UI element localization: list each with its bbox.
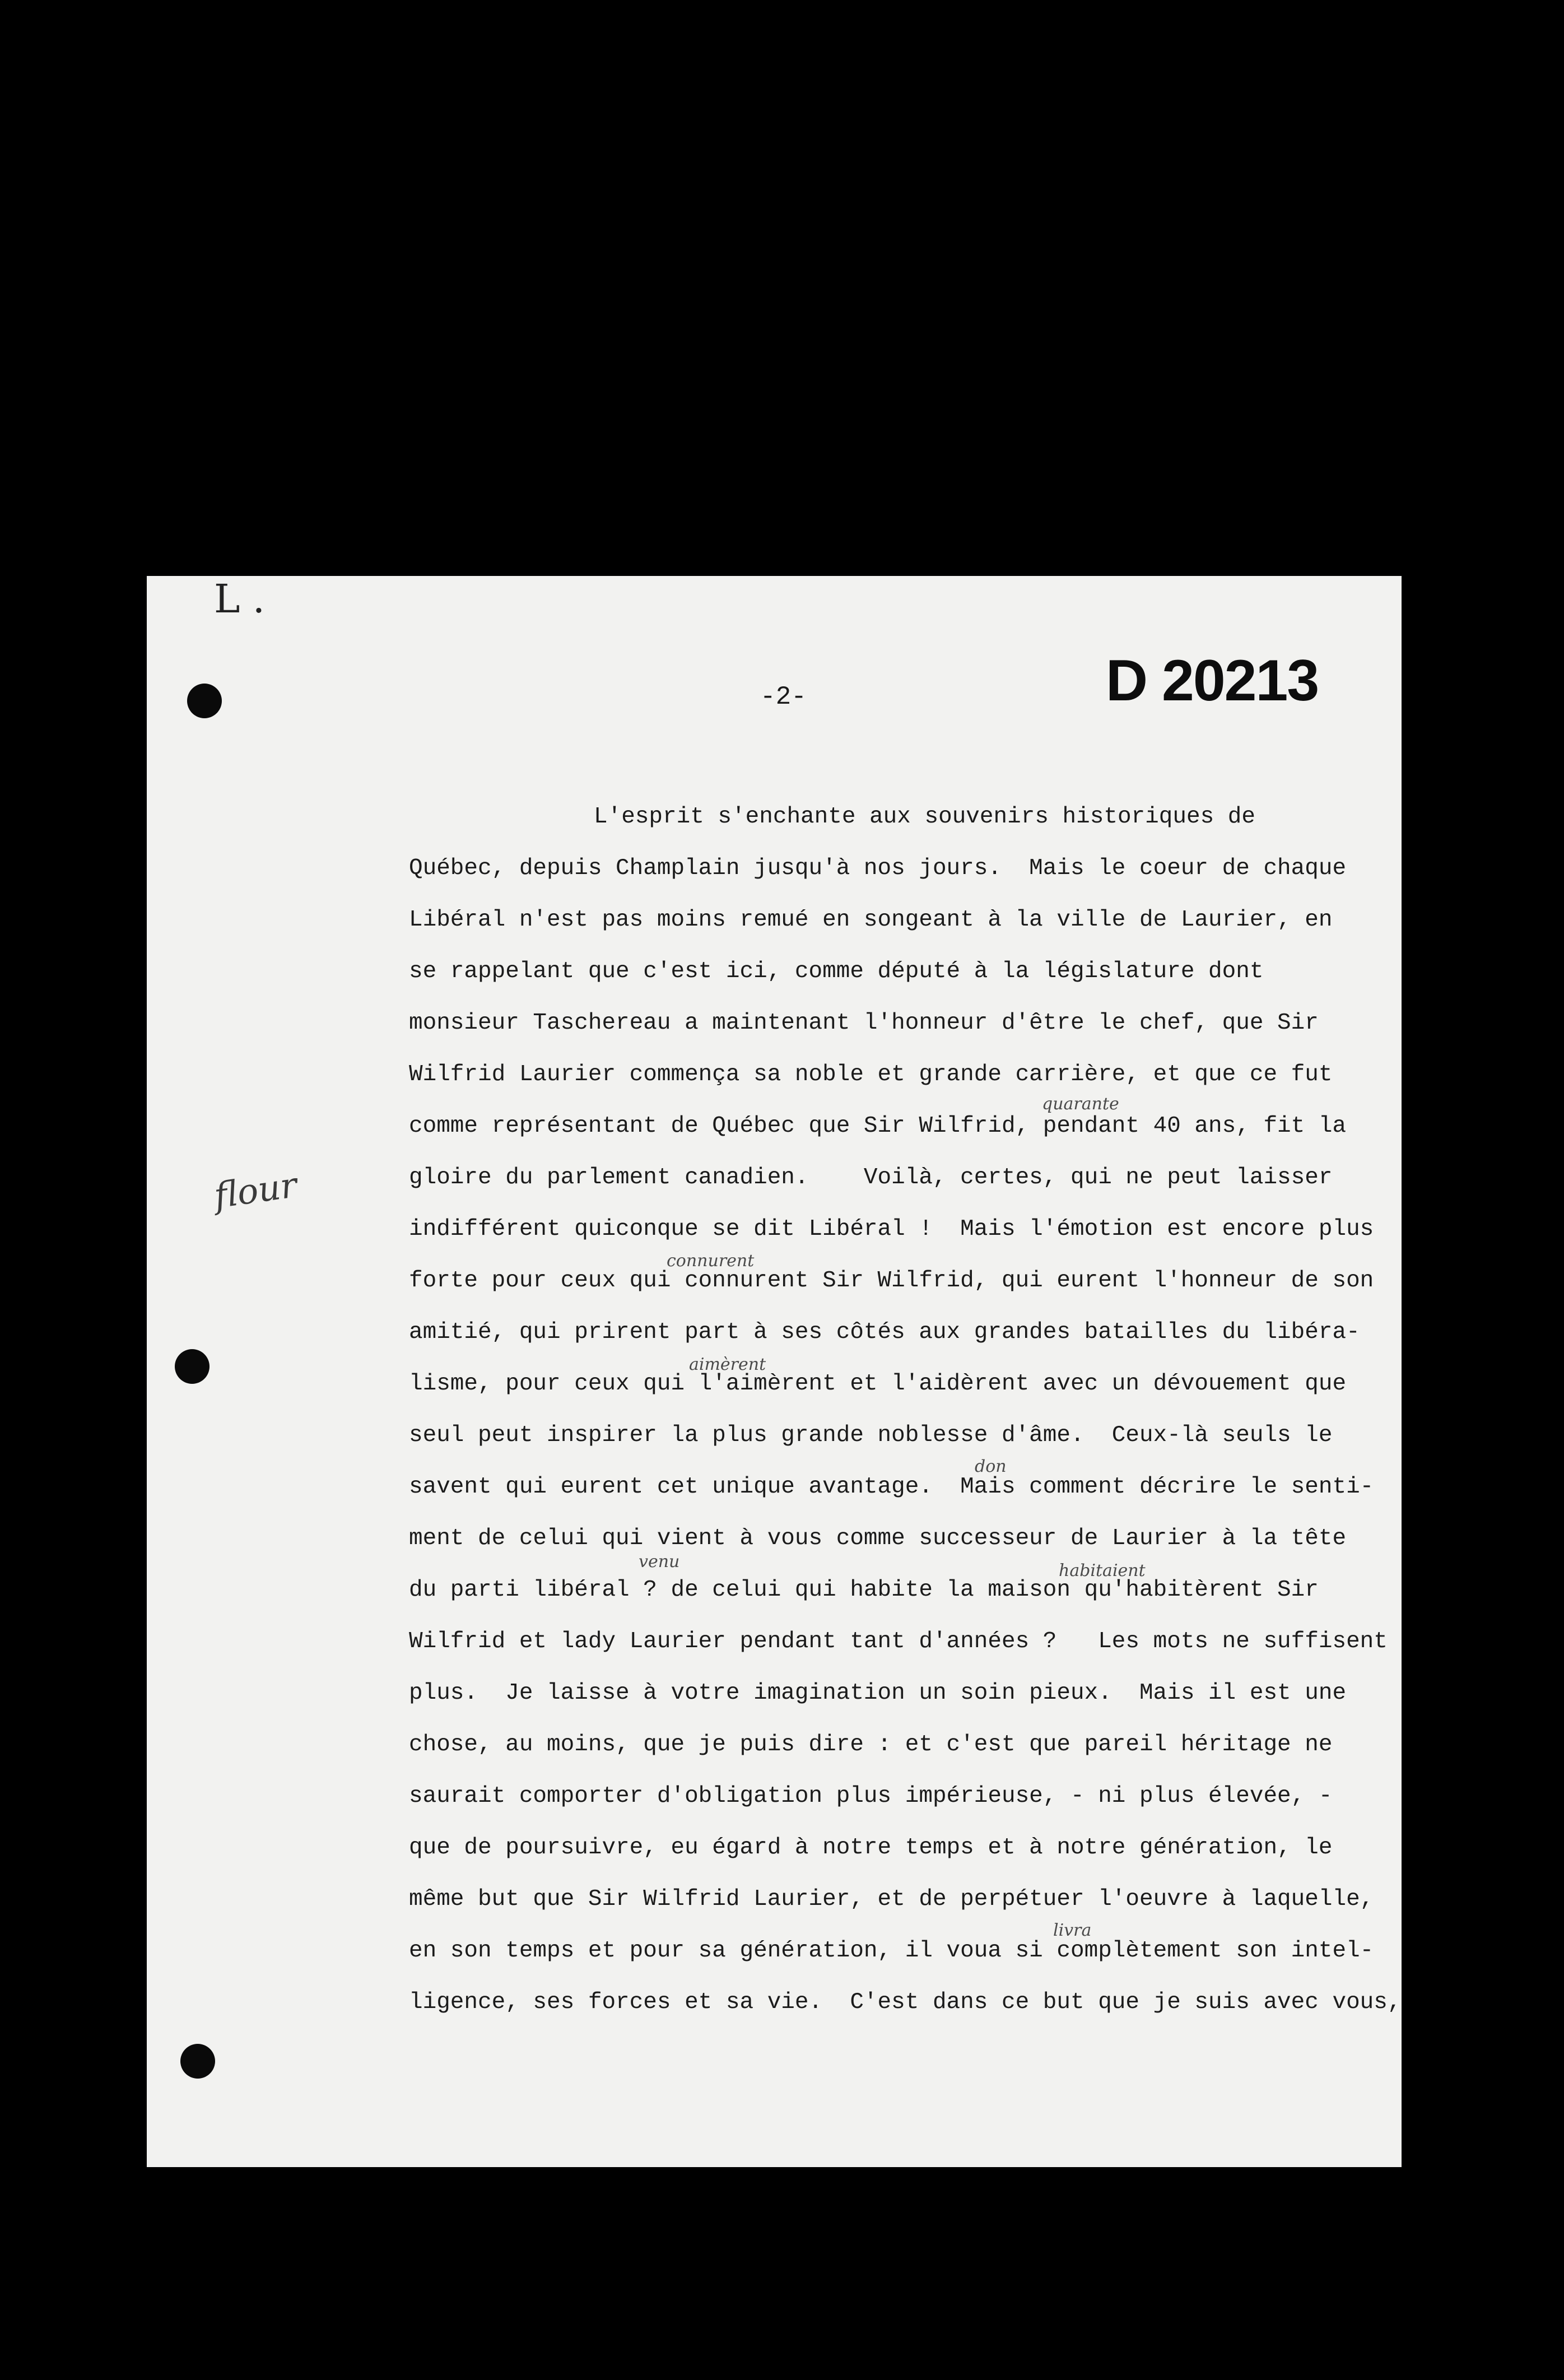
- text-line: amitié, qui prirent part à ses côtés aux grandes batailles du libéra-: [409, 1319, 1360, 1345]
- text-line: seul peut inspirer la plus grande noblesse d'âme. Ceux-là seuls le: [409, 1423, 1333, 1448]
- text-line: indifférent quiconque se dit Libéral ! Mais l'émotion est encore plus: [409, 1216, 1374, 1242]
- text-line: même but que Sir Wilfrid Laurier, et de perpétuer l'oeuvre à laquelle,: [409, 1886, 1374, 1912]
- annotation-don: don: [975, 1457, 1007, 1476]
- document-id-stamp: D 20213: [1106, 648, 1319, 713]
- punch-hole-middle: [175, 1349, 210, 1384]
- text-line: en son temps et pour sa génération, il voua si complètement son intel-: [409, 1938, 1374, 1964]
- text-line: ment de celui qui vient à vous comme successeur de Laurier à la tête: [409, 1526, 1347, 1551]
- text-line: chose, au moins, que je puis dire : et c'est que pareil héritage ne: [409, 1732, 1333, 1758]
- annotation-vient: venu: [639, 1552, 680, 1572]
- corner-mark: L .: [214, 576, 265, 622]
- annotation-oeuvre: livra: [1053, 1921, 1092, 1940]
- text-line: saurait comporter d'obligation plus impérieuse, - ni plus élevée, -: [409, 1783, 1333, 1809]
- annotation-habiterent: habitaient: [1059, 1561, 1146, 1581]
- text-line: comme représentant de Québec que Sir Wilfrid, pendant 40 ans, fit la: [409, 1113, 1347, 1139]
- text-line: gloire du parlement canadien. Voilà, certes, qui ne peut laisser: [409, 1165, 1333, 1191]
- document-page: [147, 576, 1402, 2167]
- text-line: Wilfrid Laurier commença sa noble et grande carrière, et que ce fut: [409, 1062, 1333, 1087]
- punch-hole-bottom: [180, 2044, 215, 2079]
- annotation-quarante: quarante: [1042, 1094, 1119, 1114]
- text-line: Libéral n'est pas moins remué en songeant à la ville de Laurier, en: [409, 907, 1333, 933]
- text-line: Québec, depuis Champlain jusqu'à nos jours. Mais le coeur de chaque: [409, 856, 1347, 881]
- text-line: du parti libéral ? de celui qui habite la maison qu'habitèrent Sir: [409, 1577, 1319, 1603]
- text-line: monsieur Taschereau a maintenant l'honneur d'être le chef, que Sir: [409, 1010, 1319, 1036]
- text-line: que de poursuivre, eu égard à notre temps et à notre génération, le: [409, 1835, 1333, 1861]
- text-line: Wilfrid et lady Laurier pendant tant d'années ? Les mots ne suffisent: [409, 1629, 1388, 1654]
- text-line: ligence, ses forces et sa vie. C'est dans ce but que je suis avec vous,: [409, 1989, 1402, 2015]
- annotation-aimerent: aimèrent: [689, 1355, 766, 1374]
- text-line: L'esprit s'enchante aux souvenirs historiques de: [594, 804, 1255, 830]
- text-line: forte pour ceux qui connurent Sir Wilfrid, qui eurent l'honneur de son: [409, 1268, 1374, 1294]
- margin-handwritten-note: flour: [211, 1164, 300, 1216]
- page-number: -2-: [760, 682, 807, 712]
- text-line: lisme, pour ceux qui l'aimèrent et l'aidèrent avec un dévouement que: [409, 1371, 1347, 1397]
- text-line: plus. Je laisse à votre imagination un soin pieux. Mais il est une: [409, 1680, 1347, 1706]
- punch-hole-top: [187, 684, 222, 718]
- annotation-connurent: connurent: [667, 1251, 755, 1271]
- text-line: savent qui eurent cet unique avantage. Mais comment décrire le senti-: [409, 1474, 1374, 1500]
- text-line: se rappelant que c'est ici, comme député à la législature dont: [409, 959, 1264, 984]
